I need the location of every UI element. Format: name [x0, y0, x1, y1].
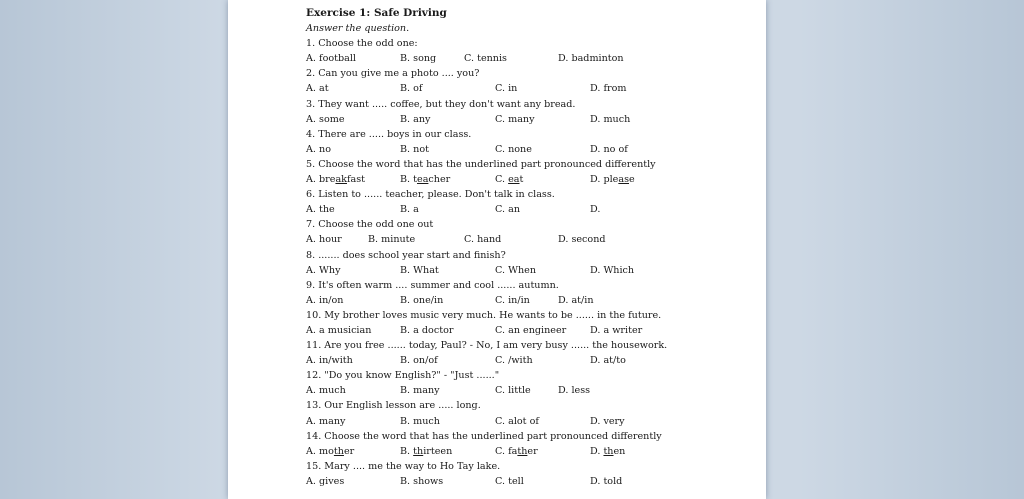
option-c: C. little — [495, 385, 531, 397]
question-text: 8. ....... does school year start and finish? — [306, 249, 506, 261]
option-c: C. tell — [495, 475, 524, 487]
option-b: B. a — [400, 204, 419, 216]
option-a: A. in/on — [306, 294, 344, 306]
option-d: D. told — [590, 475, 623, 487]
option-c: C. in — [495, 83, 518, 95]
exercise-title: Exercise 1: Safe Driving — [306, 7, 447, 19]
option-d: D. then — [590, 445, 626, 457]
question-text: 7. Choose the odd one out — [306, 219, 434, 231]
answer-options — [306, 444, 746, 459]
answer-options — [306, 323, 746, 338]
answer-options — [306, 202, 746, 217]
answer-options — [306, 232, 746, 247]
answer-options — [306, 353, 746, 368]
option-c: C. When — [495, 264, 536, 276]
question-text: 1. Choose the odd one: — [306, 38, 418, 50]
question-text: 5. Choose the word that has the underlined part pronounced differently — [306, 158, 656, 170]
answer-options — [306, 142, 746, 157]
answer-options — [306, 172, 746, 187]
option-a: A. football — [306, 53, 356, 65]
option-b: B. teacher — [400, 174, 451, 186]
option-a: A. in/with — [306, 355, 353, 367]
option-c: C. hand — [464, 234, 502, 246]
question-text: 11. Are you free ...... today, Paul? - No, I am very busy ...... the housework. — [306, 340, 668, 352]
option-b: B. minute — [368, 234, 416, 246]
option-c: C. father — [495, 445, 538, 457]
option-b: B. on/of — [400, 355, 438, 367]
option-c: C. an engineer — [495, 324, 567, 336]
option-b: B. many — [400, 385, 440, 397]
option-c: C. none — [495, 143, 532, 155]
option-b: B. song — [400, 53, 437, 65]
option-a: A. at — [306, 83, 329, 95]
option-a: A. gives — [306, 475, 345, 487]
option-d: D. Which — [590, 264, 635, 276]
answer-options — [306, 112, 746, 127]
option-c: C. /with — [495, 355, 533, 367]
option-b: B. much — [400, 415, 440, 427]
option-d: D. badminton — [558, 53, 624, 65]
option-d: D. at/to — [590, 355, 626, 367]
option-c: C. many — [495, 113, 535, 125]
option-a: A. many — [306, 415, 346, 427]
question-text: 9. It's often warm .... summer and cool ...... autumn. — [306, 279, 559, 291]
option-d: D. no of — [590, 143, 628, 155]
option-d: D. at/in — [558, 294, 594, 306]
option-b: B. of — [400, 83, 423, 95]
question-text: 14. Choose the word that has the underlined part pronounced differently — [306, 430, 662, 442]
option-b: B. a doctor — [400, 324, 454, 336]
option-c: C. alot of — [495, 415, 539, 427]
option-a: A. hour — [306, 234, 342, 246]
answer-options — [306, 51, 746, 66]
exercise-instruction: Answer the question. — [306, 23, 410, 35]
option-d: D. less — [558, 385, 591, 397]
option-d: D. very — [590, 415, 625, 427]
answer-options — [306, 81, 746, 96]
question-text: 6. Listen to ...... teacher, please. Don't talk in class. — [306, 189, 555, 201]
answer-options — [306, 414, 746, 429]
option-d: D. a writer — [590, 324, 643, 336]
question-list — [306, 36, 746, 489]
option-a: A. a musician — [306, 324, 372, 336]
option-a: A. breakfast — [306, 174, 366, 186]
answer-options — [306, 263, 746, 278]
question-text: 13. Our English lesson are ..... long. — [306, 400, 481, 412]
document-page — [228, 0, 766, 499]
option-d: D. please — [590, 174, 635, 186]
option-a: A. Why — [306, 264, 341, 276]
answer-options — [306, 474, 746, 489]
question-text: 2. Can you give me a photo .... you? — [306, 68, 480, 80]
option-b: B. any — [400, 113, 431, 125]
option-b: B. not — [400, 143, 429, 155]
option-b: B. thirteen — [400, 445, 453, 457]
option-a: A. mother — [306, 445, 355, 457]
option-d: D. second — [558, 234, 606, 246]
option-d: D. much — [590, 113, 631, 125]
option-c: C. an — [495, 204, 520, 216]
option-b: B. shows — [400, 475, 444, 487]
option-b: B. one/in — [400, 294, 444, 306]
question-text: 12. "Do you know English?" - "Just ......" — [306, 370, 500, 382]
question-text: 4. There are ..... boys in our class. — [306, 128, 472, 140]
answer-options — [306, 293, 746, 308]
option-a: A. the — [306, 204, 335, 216]
option-d: D. from — [590, 83, 627, 95]
question-text: 3. They want ..... coffee, but they don't want any bread. — [306, 98, 576, 110]
option-b: B. What — [400, 264, 439, 276]
answer-options — [306, 383, 746, 398]
exercise-content — [306, 6, 746, 489]
question-text: 10. My brother loves music very much. He wants to be ...... in the future. — [306, 309, 662, 321]
option-a: A. much — [306, 385, 346, 397]
option-d: D. — [590, 204, 601, 216]
option-c: C. eat — [495, 174, 524, 186]
option-c: C. in/in — [495, 294, 530, 306]
question-text: 15. Mary .... me the way to Ho Tay lake. — [306, 460, 501, 472]
option-a: A. some — [306, 113, 345, 125]
option-c: C. tennis — [464, 53, 507, 65]
option-a: A. no — [306, 143, 331, 155]
